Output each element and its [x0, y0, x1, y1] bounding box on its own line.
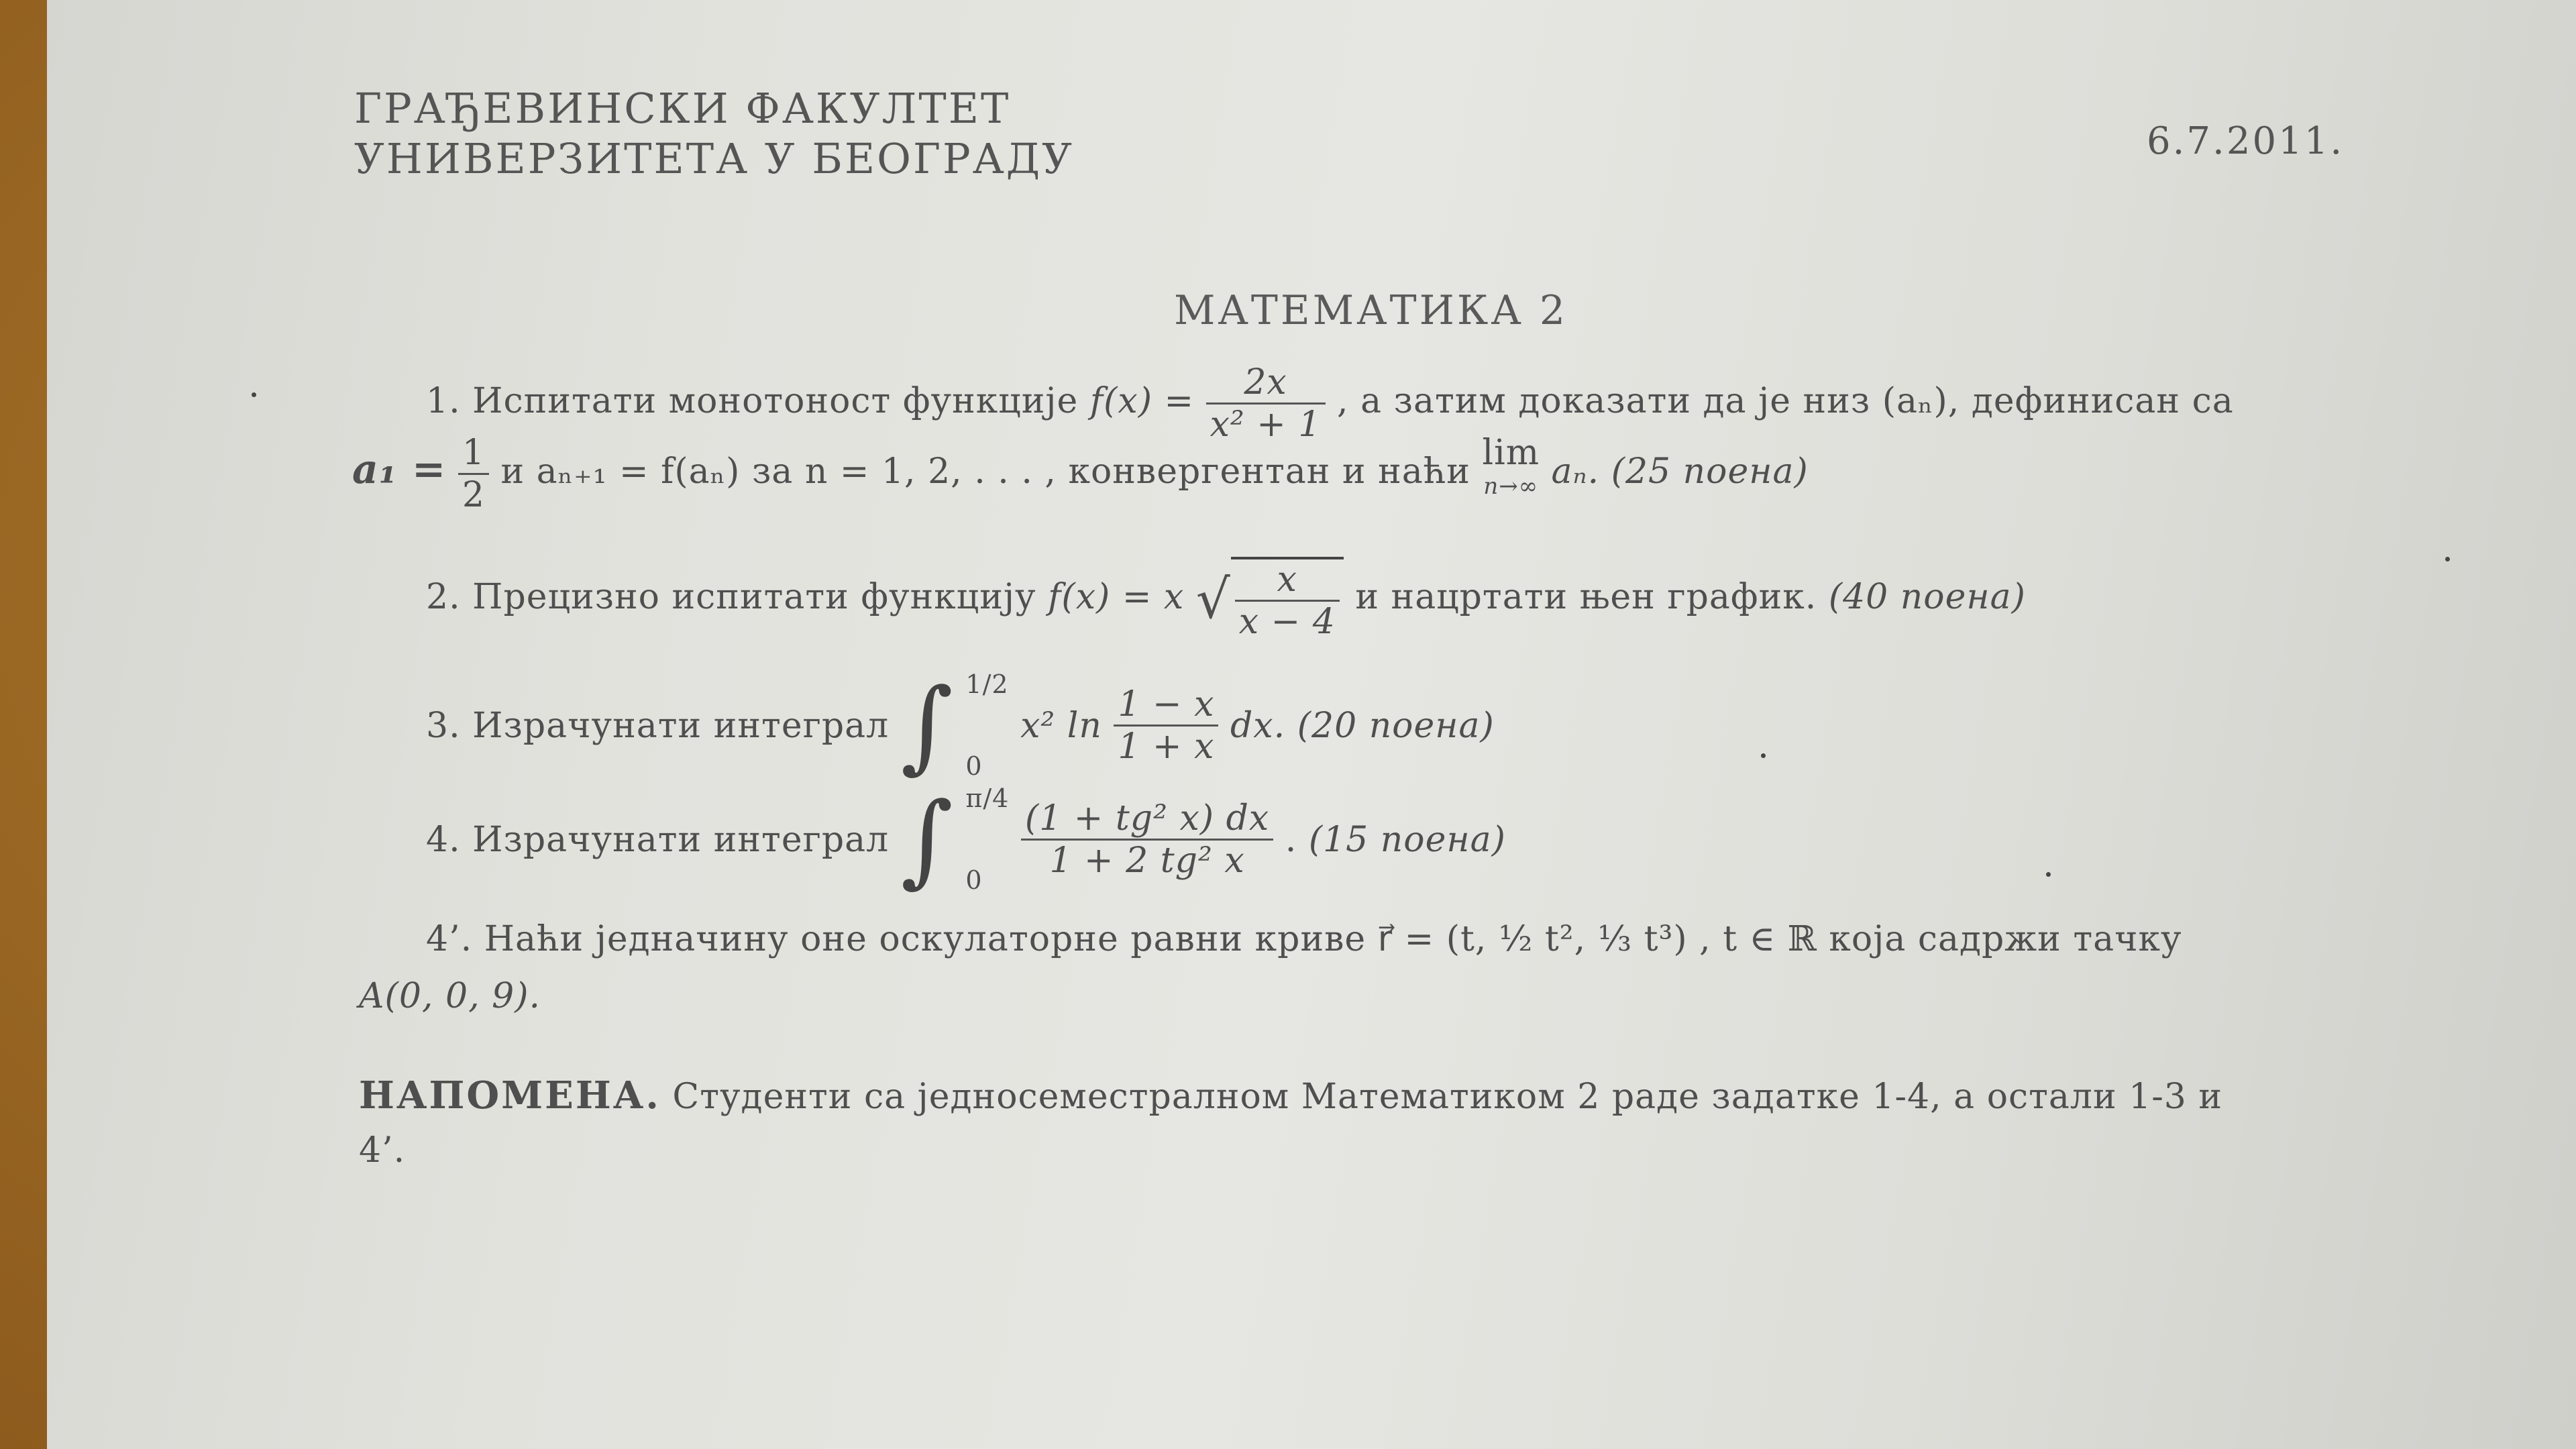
problem-1-text-a: Испитати монотоност функције — [472, 381, 1079, 421]
problem-2-text-b: и нацртати њен график. — [1355, 577, 1817, 617]
fraction-denominator: x − 4 — [1238, 602, 1336, 642]
fraction-numerator: x — [1235, 559, 1340, 602]
problem-1-a1: a₁ = — [352, 446, 447, 493]
note-label: НАПОМЕНА. — [359, 1073, 661, 1118]
paper-speck — [252, 392, 256, 397]
problem-2-func: f(x) = x — [1048, 577, 1185, 617]
problem-4prime-line1 — [426, 919, 2182, 959]
problem-3-limits — [965, 671, 1008, 781]
faculty-name-line2: УНИВЕРЗИТЕТА У БЕОГРАДУ — [354, 134, 1074, 183]
problem-3-fraction — [1114, 684, 1218, 767]
problem-1-limit-arg: aₙ. — [1551, 451, 1600, 492]
note-line2: 4’. — [359, 1130, 406, 1171]
fraction-denominator: x² + 1 — [1210, 405, 1322, 445]
problem-3-number: 3. — [426, 705, 461, 746]
problem-4prime-number: 4’. — [426, 919, 473, 959]
paper-speck — [2046, 872, 2051, 877]
problem-4prime-text: Наћи једначину оне оскулаторне равни криве r⃗ = (t, ½ t², ⅓ t³) , t ∈ ℝ која садржи тачку — [484, 919, 2182, 959]
fraction-numerator: 1 − x — [1114, 684, 1218, 727]
problem-1-limit — [1482, 433, 1540, 500]
faculty-name-line1: ГРАЂЕВИНСКИ ФАКУЛТЕТ — [354, 84, 1011, 133]
problem-4-number: 4. — [426, 819, 461, 860]
fraction-numerator: (1 + tg² x) dx — [1021, 798, 1273, 841]
problem-2-sqrt — [1231, 557, 1344, 642]
integral-lower: 0 — [965, 865, 983, 895]
problem-3-dx: dx. — [1230, 705, 1286, 746]
problem-1-points: (25 поена) — [1611, 451, 1809, 492]
problem-2-points: (40 поена) — [1828, 577, 2026, 617]
problem-3-text-a: Израчунати интеграл — [472, 705, 890, 746]
paper-speck — [1761, 753, 1766, 758]
exam-date: 6.7.2011. — [2147, 119, 2345, 163]
fraction-denominator: 1 + x — [1118, 727, 1215, 767]
problem-1-number: 1. — [426, 381, 461, 421]
note-text: Студенти са једносеместралном Математиком 2 раде задатке 1-4, а остали 1-3 и — [672, 1077, 2223, 1117]
limit-under: n→∞ — [1483, 473, 1539, 500]
problem-4-fraction — [1021, 798, 1273, 881]
problem-4 — [426, 781, 1506, 898]
problem-2-text-a: Прецизно испитати функцију — [472, 577, 1036, 617]
problem-2 — [426, 557, 2026, 642]
problem-2-number: 2. — [426, 577, 461, 617]
paper-speck — [2445, 557, 2450, 561]
integral-lower: 0 — [965, 751, 983, 781]
page-title: МАТЕМАТИКА 2 — [1174, 287, 1568, 334]
note-line1 — [359, 1073, 2222, 1118]
fraction-denominator: 1 + 2 tg² x — [1049, 841, 1245, 881]
problem-3-integrand: x² ln — [1020, 705, 1102, 746]
integral-icon: ∫ — [900, 781, 954, 898]
exam-paper — [47, 0, 2576, 1449]
integral-upper: π/4 — [965, 784, 1010, 813]
problem-2-fraction — [1235, 559, 1340, 642]
problem-1-a1-fraction — [458, 433, 489, 515]
fraction-numerator: 2x — [1206, 362, 1326, 405]
sqrt-icon: √ — [1195, 568, 1231, 631]
problem-3 — [426, 667, 1495, 784]
limit-label: lim — [1482, 433, 1540, 473]
problem-3-points: (20 поена) — [1297, 705, 1495, 746]
problem-1-text-c: и aₙ₊₁ = f(aₙ) за n = 1, 2, . . . , конвергентан и наћи — [500, 451, 1470, 492]
problem-4-points: (15 поена) — [1308, 819, 1506, 860]
integral-icon: ∫ — [900, 667, 954, 784]
fraction-denominator: 2 — [462, 475, 485, 515]
problem-1-line2 — [352, 433, 1809, 515]
problem-4-limits — [965, 785, 1009, 895]
integral-upper: 1/2 — [965, 669, 1009, 699]
problem-1-func: f(x) = — [1089, 381, 1195, 421]
problem-4-text-a: Израчунати интеграл — [472, 819, 890, 860]
problem-4-dot: . — [1285, 819, 1297, 860]
problem-1-text-b: , а затим доказати да је низ (aₙ), дефинисан са — [1337, 381, 2234, 421]
problem-4prime-line2: A(0, 0, 9). — [359, 976, 541, 1016]
fraction-numerator: 1 — [458, 433, 489, 475]
